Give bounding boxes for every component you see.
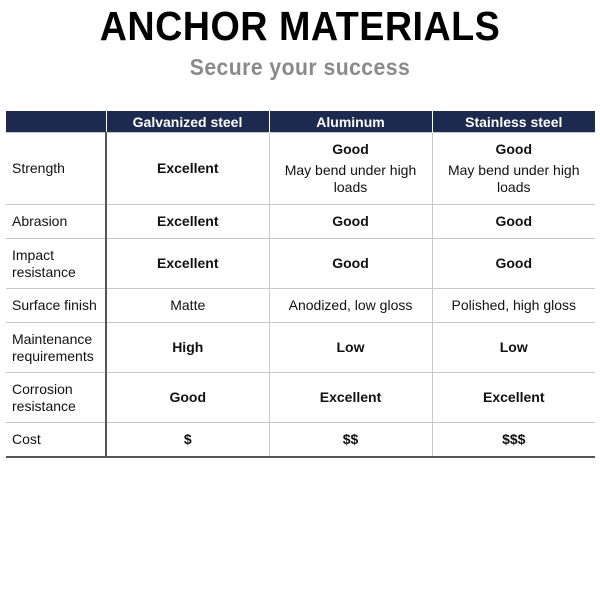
- cell-corrosion-galvanized: Good: [106, 373, 269, 423]
- cell-maintenance-aluminum: Low: [269, 323, 432, 373]
- cell-impact-galvanized: Excellent: [106, 239, 269, 289]
- page-title: ANCHOR MATERIALS: [99, 3, 501, 49]
- row-label-surface-finish: Surface finish: [6, 289, 106, 323]
- materials-table: [6, 111, 595, 458]
- cell-impact-stainless: Good: [432, 239, 595, 289]
- cell-maintenance-galvanized: High: [106, 323, 269, 373]
- cell-note: May bend under high loads: [447, 162, 580, 195]
- cell-value: Good: [495, 141, 533, 157]
- column-header-aluminum: Aluminum: [269, 111, 432, 133]
- table-row: [6, 423, 595, 458]
- cell-surface-galvanized: Matte: [106, 289, 269, 323]
- cell-strength-aluminum: [269, 133, 432, 205]
- cell-surface-stainless: Polished, high gloss: [432, 289, 595, 323]
- row-label-cost: Cost: [6, 423, 106, 458]
- table-row: [6, 373, 595, 423]
- cell-value: Excellent: [157, 160, 219, 176]
- table-row: [6, 323, 595, 373]
- cell-abrasion-stainless: Good: [432, 205, 595, 239]
- table-row: [6, 133, 595, 205]
- table-header-row: [6, 111, 595, 133]
- column-header-empty: [6, 111, 106, 133]
- cell-impact-aluminum: Good: [269, 239, 432, 289]
- page-subtitle: Secure your success: [189, 54, 411, 80]
- cell-strength-galvanized: [106, 133, 269, 205]
- row-label-strength: Strength: [6, 133, 106, 205]
- table-row: [6, 205, 595, 239]
- cell-cost-galvanized: $: [106, 423, 269, 458]
- cell-maintenance-stainless: Low: [432, 323, 595, 373]
- cell-corrosion-aluminum: Excellent: [269, 373, 432, 423]
- cell-note: May bend under high loads: [284, 162, 417, 195]
- column-header-stainless-steel: Stainless steel: [432, 111, 595, 133]
- table-row: [6, 289, 595, 323]
- cell-abrasion-aluminum: Good: [269, 205, 432, 239]
- row-label-corrosion-resistance: Corrosion resistance: [6, 373, 106, 423]
- cell-corrosion-stainless: Excellent: [432, 373, 595, 423]
- row-label-impact-resistance: Impact resistance: [6, 239, 106, 289]
- cell-strength-stainless: [432, 133, 595, 205]
- row-label-abrasion: Abrasion: [6, 205, 106, 239]
- row-label-maintenance-requirements: Maintenance requirements: [6, 323, 106, 373]
- cell-cost-stainless: $$$: [432, 423, 595, 458]
- table-row: [6, 239, 595, 289]
- cell-abrasion-galvanized: Excellent: [106, 205, 269, 239]
- cell-value: Good: [332, 141, 369, 157]
- cell-surface-aluminum: Anodized, low gloss: [269, 289, 432, 323]
- cell-cost-aluminum: $$: [269, 423, 432, 458]
- column-header-galvanized-steel: Galvanized steel: [106, 111, 269, 133]
